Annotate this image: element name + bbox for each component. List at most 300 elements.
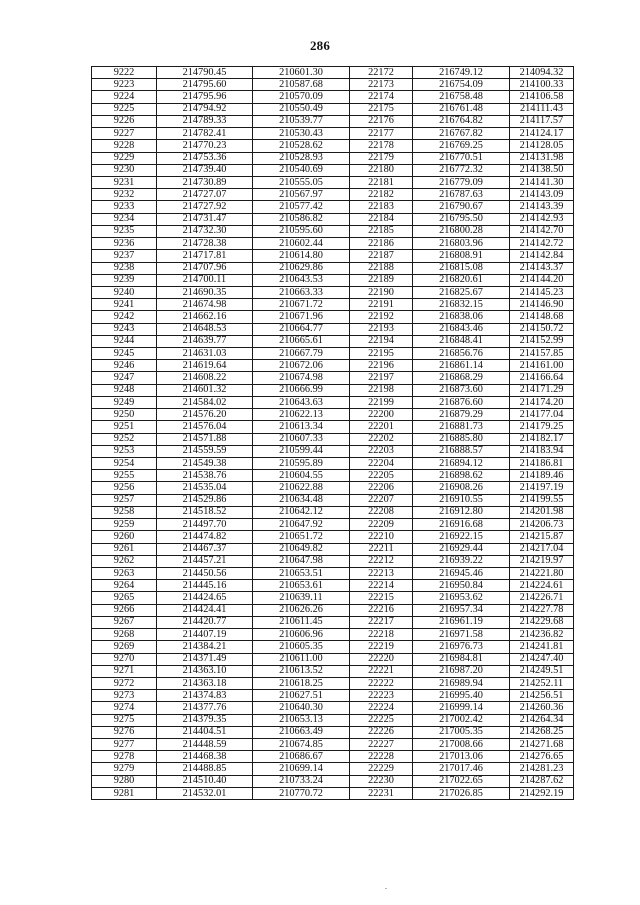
- point-id-left-cell: 9263: [92, 567, 157, 579]
- point-id-right-cell: 22211: [350, 543, 413, 555]
- point-id-left-cell: 9281: [92, 787, 157, 799]
- x-coordinate-right-cell: 216876.60: [413, 396, 510, 408]
- x-coordinate-left-cell: 214559.59: [157, 445, 253, 457]
- point-id-left-cell: 9222: [92, 67, 157, 79]
- table-row: [92, 384, 574, 396]
- y-coordinate-left-cell: 210539.77: [253, 115, 350, 127]
- y-coordinate-left-cell: 210587.68: [253, 79, 350, 91]
- point-id-left-cell: 9253: [92, 445, 157, 457]
- point-id-left-cell: 9254: [92, 458, 157, 470]
- table-row: [92, 152, 574, 164]
- x-coordinate-left-cell: 214790.45: [157, 67, 253, 79]
- point-id-right-cell: 22174: [350, 91, 413, 103]
- x-coordinate-left-cell: 214457.21: [157, 555, 253, 567]
- x-coordinate-left-cell: 214662.16: [157, 311, 253, 323]
- x-coordinate-left-cell: 214497.70: [157, 519, 253, 531]
- y-coordinate-left-cell: 210601.30: [253, 67, 350, 79]
- table-row: [92, 128, 574, 140]
- x-coordinate-left-cell: 214782.41: [157, 128, 253, 140]
- point-id-left-cell: 9237: [92, 250, 157, 262]
- table-row: [92, 372, 574, 384]
- point-id-right-cell: 22216: [350, 604, 413, 616]
- point-id-right-cell: 22187: [350, 250, 413, 262]
- y-coordinate-left-cell: 210770.72: [253, 787, 350, 799]
- x-coordinate-right-cell: 216749.12: [413, 67, 510, 79]
- point-id-right-cell: 22189: [350, 274, 413, 286]
- y-coordinate-right-cell: 214183.94: [510, 445, 574, 457]
- point-id-right-cell: 22223: [350, 690, 413, 702]
- y-coordinate-left-cell: 210671.72: [253, 299, 350, 311]
- x-coordinate-right-cell: 216767.82: [413, 128, 510, 140]
- y-coordinate-left-cell: 210540.69: [253, 164, 350, 176]
- point-id-left-cell: 9258: [92, 506, 157, 518]
- table-row: [92, 641, 574, 653]
- table-row: [92, 470, 574, 482]
- coordinates-table: [91, 66, 574, 800]
- point-id-right-cell: 22181: [350, 176, 413, 188]
- point-id-right-cell: 22218: [350, 629, 413, 641]
- x-coordinate-right-cell: 216843.46: [413, 323, 510, 335]
- point-id-right-cell: 22193: [350, 323, 413, 335]
- point-id-right-cell: 22222: [350, 677, 413, 689]
- x-coordinate-left-cell: 214728.38: [157, 238, 253, 250]
- table-row: [92, 763, 574, 775]
- y-coordinate-right-cell: 214106.58: [510, 91, 574, 103]
- point-id-left-cell: 9249: [92, 396, 157, 408]
- y-coordinate-right-cell: 214229.68: [510, 616, 574, 628]
- x-coordinate-left-cell: 214648.53: [157, 323, 253, 335]
- y-coordinate-left-cell: 210599.44: [253, 445, 350, 457]
- point-id-left-cell: 9247: [92, 372, 157, 384]
- x-coordinate-right-cell: 216894.12: [413, 458, 510, 470]
- point-id-right-cell: 22198: [350, 384, 413, 396]
- x-coordinate-left-cell: 214377.76: [157, 702, 253, 714]
- y-coordinate-left-cell: 210626.26: [253, 604, 350, 616]
- y-coordinate-left-cell: 210602.44: [253, 238, 350, 250]
- table-row: [92, 250, 574, 262]
- point-id-left-cell: 9268: [92, 629, 157, 641]
- x-coordinate-left-cell: 214576.04: [157, 421, 253, 433]
- point-id-left-cell: 9266: [92, 604, 157, 616]
- y-coordinate-right-cell: 214268.25: [510, 726, 574, 738]
- y-coordinate-right-cell: 214143.09: [510, 189, 574, 201]
- table-row: [92, 91, 574, 103]
- y-coordinate-left-cell: 210647.92: [253, 519, 350, 531]
- x-coordinate-right-cell: 216848.41: [413, 335, 510, 347]
- y-coordinate-right-cell: 214124.17: [510, 128, 574, 140]
- y-coordinate-right-cell: 214171.29: [510, 384, 574, 396]
- x-coordinate-left-cell: 214732.30: [157, 225, 253, 237]
- x-coordinate-left-cell: 214739.40: [157, 164, 253, 176]
- x-coordinate-right-cell: 216989.94: [413, 677, 510, 689]
- table-row: [92, 690, 574, 702]
- table-row: [92, 653, 574, 665]
- point-id-left-cell: 9250: [92, 409, 157, 421]
- y-coordinate-right-cell: 214150.72: [510, 323, 574, 335]
- point-id-left-cell: 9248: [92, 384, 157, 396]
- x-coordinate-right-cell: 216976.73: [413, 641, 510, 653]
- x-coordinate-left-cell: 214571.88: [157, 433, 253, 445]
- y-coordinate-left-cell: 210604.55: [253, 470, 350, 482]
- point-id-left-cell: 9243: [92, 323, 157, 335]
- point-id-right-cell: 22231: [350, 787, 413, 799]
- x-coordinate-right-cell: 217008.66: [413, 739, 510, 751]
- y-coordinate-left-cell: 210595.89: [253, 458, 350, 470]
- y-coordinate-left-cell: 210586.82: [253, 213, 350, 225]
- y-coordinate-left-cell: 210614.80: [253, 250, 350, 262]
- x-coordinate-right-cell: 217005.35: [413, 726, 510, 738]
- table-row: [92, 176, 574, 188]
- x-coordinate-left-cell: 214532.01: [157, 787, 253, 799]
- table-row: [92, 739, 574, 751]
- x-coordinate-right-cell: 216779.09: [413, 176, 510, 188]
- x-coordinate-left-cell: 214794.92: [157, 103, 253, 115]
- table-row: [92, 543, 574, 555]
- point-id-left-cell: 9242: [92, 311, 157, 323]
- x-coordinate-left-cell: 214707.96: [157, 262, 253, 274]
- table-row: [92, 323, 574, 335]
- table-row: [92, 286, 574, 298]
- point-id-left-cell: 9246: [92, 360, 157, 372]
- y-coordinate-left-cell: 210611.00: [253, 653, 350, 665]
- point-id-left-cell: 9261: [92, 543, 157, 555]
- x-coordinate-right-cell: 216761.48: [413, 103, 510, 115]
- x-coordinate-right-cell: 216908.26: [413, 482, 510, 494]
- x-coordinate-left-cell: 214717.81: [157, 250, 253, 262]
- point-id-left-cell: 9235: [92, 225, 157, 237]
- table-row: [92, 775, 574, 787]
- x-coordinate-right-cell: 216868.29: [413, 372, 510, 384]
- x-coordinate-right-cell: 216912.80: [413, 506, 510, 518]
- x-coordinate-left-cell: 214420.77: [157, 616, 253, 628]
- x-coordinate-left-cell: 214535.04: [157, 482, 253, 494]
- point-id-right-cell: 22175: [350, 103, 413, 115]
- point-id-right-cell: 22219: [350, 641, 413, 653]
- table-row: [92, 531, 574, 543]
- y-coordinate-right-cell: 214117.57: [510, 115, 574, 127]
- point-id-left-cell: 9271: [92, 665, 157, 677]
- table-row: [92, 629, 574, 641]
- y-coordinate-left-cell: 210653.13: [253, 714, 350, 726]
- table-row: [92, 494, 574, 506]
- table-row: [92, 79, 574, 91]
- point-id-left-cell: 9231: [92, 176, 157, 188]
- point-id-right-cell: 22225: [350, 714, 413, 726]
- x-coordinate-left-cell: 214445.16: [157, 580, 253, 592]
- table-row: [92, 519, 574, 531]
- x-coordinate-left-cell: 214474.82: [157, 531, 253, 543]
- x-coordinate-right-cell: 216987.20: [413, 665, 510, 677]
- y-coordinate-left-cell: 210643.63: [253, 396, 350, 408]
- x-coordinate-left-cell: 214363.18: [157, 677, 253, 689]
- y-coordinate-left-cell: 210674.98: [253, 372, 350, 384]
- x-coordinate-right-cell: 216795.50: [413, 213, 510, 225]
- y-coordinate-left-cell: 210570.09: [253, 91, 350, 103]
- y-coordinate-right-cell: 214226.71: [510, 592, 574, 604]
- point-id-right-cell: 22224: [350, 702, 413, 714]
- point-id-left-cell: 9224: [92, 91, 157, 103]
- x-coordinate-left-cell: 214384.21: [157, 641, 253, 653]
- point-id-right-cell: 22229: [350, 763, 413, 775]
- y-coordinate-right-cell: 214221.80: [510, 567, 574, 579]
- table-row: [92, 555, 574, 567]
- table-row: [92, 238, 574, 250]
- point-id-right-cell: 22178: [350, 140, 413, 152]
- point-id-left-cell: 9251: [92, 421, 157, 433]
- y-coordinate-right-cell: 214177.04: [510, 409, 574, 421]
- y-coordinate-right-cell: 214146.90: [510, 299, 574, 311]
- y-coordinate-right-cell: 214256.51: [510, 690, 574, 702]
- point-id-right-cell: 22192: [350, 311, 413, 323]
- table-row: [92, 714, 574, 726]
- point-id-left-cell: 9257: [92, 494, 157, 506]
- y-coordinate-right-cell: 214217.04: [510, 543, 574, 555]
- y-coordinate-left-cell: 210528.62: [253, 140, 350, 152]
- x-coordinate-right-cell: 216929.44: [413, 543, 510, 555]
- point-id-left-cell: 9278: [92, 751, 157, 763]
- point-id-right-cell: 22226: [350, 726, 413, 738]
- y-coordinate-right-cell: 214206.73: [510, 519, 574, 531]
- point-id-right-cell: 22180: [350, 164, 413, 176]
- point-id-right-cell: 22194: [350, 335, 413, 347]
- table-row: [92, 335, 574, 347]
- y-coordinate-right-cell: 214281.23: [510, 763, 574, 775]
- y-coordinate-right-cell: 214142.72: [510, 238, 574, 250]
- y-coordinate-right-cell: 214100.33: [510, 79, 574, 91]
- table-row: [92, 421, 574, 433]
- x-coordinate-right-cell: 216971.58: [413, 629, 510, 641]
- y-coordinate-right-cell: 214174.20: [510, 396, 574, 408]
- point-id-right-cell: 22210: [350, 531, 413, 543]
- x-coordinate-left-cell: 214631.03: [157, 348, 253, 360]
- point-id-left-cell: 9252: [92, 433, 157, 445]
- x-coordinate-right-cell: 216769.25: [413, 140, 510, 152]
- y-coordinate-right-cell: 214249.51: [510, 665, 574, 677]
- point-id-right-cell: 22212: [350, 555, 413, 567]
- y-coordinate-right-cell: 214199.55: [510, 494, 574, 506]
- y-coordinate-left-cell: 210634.48: [253, 494, 350, 506]
- x-coordinate-right-cell: 216838.06: [413, 311, 510, 323]
- table-row: [92, 164, 574, 176]
- y-coordinate-left-cell: 210622.88: [253, 482, 350, 494]
- point-id-right-cell: 22209: [350, 519, 413, 531]
- point-id-right-cell: 22190: [350, 286, 413, 298]
- y-coordinate-right-cell: 214219.97: [510, 555, 574, 567]
- point-id-left-cell: 9238: [92, 262, 157, 274]
- x-coordinate-left-cell: 214404.51: [157, 726, 253, 738]
- y-coordinate-right-cell: 214142.70: [510, 225, 574, 237]
- y-coordinate-right-cell: 214094.32: [510, 67, 574, 79]
- y-coordinate-left-cell: 210699.14: [253, 763, 350, 775]
- point-id-left-cell: 9230: [92, 164, 157, 176]
- y-coordinate-right-cell: 214241.81: [510, 641, 574, 653]
- x-coordinate-right-cell: 216984.81: [413, 653, 510, 665]
- point-id-right-cell: 22197: [350, 372, 413, 384]
- table-row: [92, 311, 574, 323]
- y-coordinate-left-cell: 210665.61: [253, 335, 350, 347]
- table-row: [92, 726, 574, 738]
- table-row: [92, 677, 574, 689]
- x-coordinate-right-cell: 216961.19: [413, 616, 510, 628]
- x-coordinate-right-cell: 216808.91: [413, 250, 510, 262]
- x-coordinate-right-cell: 217002.42: [413, 714, 510, 726]
- y-coordinate-left-cell: 210649.82: [253, 543, 350, 555]
- point-id-right-cell: 22185: [350, 225, 413, 237]
- y-coordinate-left-cell: 210639.11: [253, 592, 350, 604]
- y-coordinate-right-cell: 214179.25: [510, 421, 574, 433]
- table-row: [92, 787, 574, 799]
- y-coordinate-right-cell: 214141.30: [510, 176, 574, 188]
- y-coordinate-left-cell: 210611.45: [253, 616, 350, 628]
- y-coordinate-right-cell: 214276.65: [510, 751, 574, 763]
- x-coordinate-left-cell: 214448.59: [157, 739, 253, 751]
- y-coordinate-right-cell: 214157.85: [510, 348, 574, 360]
- x-coordinate-right-cell: 216873.60: [413, 384, 510, 396]
- y-coordinate-right-cell: 214186.81: [510, 458, 574, 470]
- y-coordinate-left-cell: 210674.85: [253, 739, 350, 751]
- x-coordinate-right-cell: 216881.73: [413, 421, 510, 433]
- x-coordinate-left-cell: 214379.35: [157, 714, 253, 726]
- y-coordinate-right-cell: 214138.50: [510, 164, 574, 176]
- x-coordinate-left-cell: 214731.47: [157, 213, 253, 225]
- x-coordinate-right-cell: 216772.32: [413, 164, 510, 176]
- point-id-right-cell: 22208: [350, 506, 413, 518]
- y-coordinate-left-cell: 210664.77: [253, 323, 350, 335]
- x-coordinate-left-cell: 214753.36: [157, 152, 253, 164]
- point-id-right-cell: 22182: [350, 189, 413, 201]
- x-coordinate-right-cell: 216957.34: [413, 604, 510, 616]
- point-id-right-cell: 22202: [350, 433, 413, 445]
- y-coordinate-left-cell: 210567.97: [253, 189, 350, 201]
- point-id-left-cell: 9264: [92, 580, 157, 592]
- point-id-left-cell: 9226: [92, 115, 157, 127]
- x-coordinate-right-cell: 216825.67: [413, 286, 510, 298]
- y-coordinate-right-cell: 214264.34: [510, 714, 574, 726]
- point-id-left-cell: 9223: [92, 79, 157, 91]
- point-id-left-cell: 9240: [92, 286, 157, 298]
- y-coordinate-left-cell: 210613.52: [253, 665, 350, 677]
- x-coordinate-right-cell: 217013.06: [413, 751, 510, 763]
- y-coordinate-left-cell: 210653.61: [253, 580, 350, 592]
- point-id-left-cell: 9232: [92, 189, 157, 201]
- x-coordinate-left-cell: 214674.98: [157, 299, 253, 311]
- point-id-right-cell: 22220: [350, 653, 413, 665]
- y-coordinate-right-cell: 214247.40: [510, 653, 574, 665]
- point-id-left-cell: 9265: [92, 592, 157, 604]
- x-coordinate-left-cell: 214424.41: [157, 604, 253, 616]
- y-coordinate-left-cell: 210629.86: [253, 262, 350, 274]
- x-coordinate-right-cell: 216922.15: [413, 531, 510, 543]
- x-coordinate-left-cell: 214795.96: [157, 91, 253, 103]
- point-id-left-cell: 9229: [92, 152, 157, 164]
- x-coordinate-right-cell: 217022.65: [413, 775, 510, 787]
- table-row: [92, 67, 574, 79]
- y-coordinate-left-cell: 210653.51: [253, 567, 350, 579]
- point-id-left-cell: 9259: [92, 519, 157, 531]
- point-id-right-cell: 22196: [350, 360, 413, 372]
- x-coordinate-right-cell: 216945.46: [413, 567, 510, 579]
- x-coordinate-left-cell: 214770.23: [157, 140, 253, 152]
- y-coordinate-right-cell: 214287.62: [510, 775, 574, 787]
- point-id-left-cell: 9274: [92, 702, 157, 714]
- y-coordinate-left-cell: 210672.06: [253, 360, 350, 372]
- y-coordinate-left-cell: 210577.42: [253, 201, 350, 213]
- x-coordinate-left-cell: 214371.49: [157, 653, 253, 665]
- table-row: [92, 567, 574, 579]
- x-coordinate-left-cell: 214488.85: [157, 763, 253, 775]
- point-id-right-cell: 22215: [350, 592, 413, 604]
- x-coordinate-right-cell: 216939.22: [413, 555, 510, 567]
- table-row: [92, 213, 574, 225]
- x-coordinate-left-cell: 214468.38: [157, 751, 253, 763]
- y-coordinate-left-cell: 210671.96: [253, 311, 350, 323]
- point-id-right-cell: 22213: [350, 567, 413, 579]
- y-coordinate-right-cell: 214145.23: [510, 286, 574, 298]
- point-id-left-cell: 9244: [92, 335, 157, 347]
- x-coordinate-right-cell: 216787.63: [413, 189, 510, 201]
- point-id-left-cell: 9280: [92, 775, 157, 787]
- point-id-left-cell: 9228: [92, 140, 157, 152]
- table-row: [92, 299, 574, 311]
- y-coordinate-left-cell: 210643.53: [253, 274, 350, 286]
- point-id-right-cell: 22227: [350, 739, 413, 751]
- y-coordinate-right-cell: 214201.98: [510, 506, 574, 518]
- y-coordinate-right-cell: 214215.87: [510, 531, 574, 543]
- x-coordinate-left-cell: 214510.40: [157, 775, 253, 787]
- x-coordinate-left-cell: 214730.89: [157, 176, 253, 188]
- point-id-left-cell: 9273: [92, 690, 157, 702]
- table-row: [92, 433, 574, 445]
- x-coordinate-right-cell: 216856.76: [413, 348, 510, 360]
- point-id-right-cell: 22179: [350, 152, 413, 164]
- y-coordinate-left-cell: 210607.33: [253, 433, 350, 445]
- point-id-left-cell: 9260: [92, 531, 157, 543]
- point-id-left-cell: 9262: [92, 555, 157, 567]
- y-coordinate-left-cell: 210605.35: [253, 641, 350, 653]
- point-id-right-cell: 22204: [350, 458, 413, 470]
- x-coordinate-right-cell: 216888.57: [413, 445, 510, 457]
- point-id-left-cell: 9239: [92, 274, 157, 286]
- x-coordinate-right-cell: 216758.48: [413, 91, 510, 103]
- table-row: [92, 702, 574, 714]
- y-coordinate-right-cell: 214142.84: [510, 250, 574, 262]
- x-coordinate-left-cell: 214601.32: [157, 384, 253, 396]
- point-id-left-cell: 9227: [92, 128, 157, 140]
- x-coordinate-right-cell: 216764.82: [413, 115, 510, 127]
- table-row: [92, 360, 574, 372]
- point-id-right-cell: 22173: [350, 79, 413, 91]
- y-coordinate-right-cell: 214189.46: [510, 470, 574, 482]
- x-coordinate-right-cell: 216910.55: [413, 494, 510, 506]
- x-coordinate-right-cell: 216885.80: [413, 433, 510, 445]
- x-coordinate-left-cell: 214529.86: [157, 494, 253, 506]
- y-coordinate-right-cell: 214260.36: [510, 702, 574, 714]
- y-coordinate-left-cell: 210666.99: [253, 384, 350, 396]
- point-id-left-cell: 9269: [92, 641, 157, 653]
- x-coordinate-left-cell: 214639.77: [157, 335, 253, 347]
- x-coordinate-left-cell: 214727.07: [157, 189, 253, 201]
- point-id-right-cell: 22205: [350, 470, 413, 482]
- x-coordinate-right-cell: 216770.51: [413, 152, 510, 164]
- point-id-right-cell: 22188: [350, 262, 413, 274]
- point-id-left-cell: 9279: [92, 763, 157, 775]
- coordinates-table-body: [92, 67, 574, 800]
- point-id-right-cell: 22207: [350, 494, 413, 506]
- point-id-right-cell: 22228: [350, 751, 413, 763]
- y-coordinate-right-cell: 214128.05: [510, 140, 574, 152]
- table-row: [92, 592, 574, 604]
- y-coordinate-left-cell: 210530.43: [253, 128, 350, 140]
